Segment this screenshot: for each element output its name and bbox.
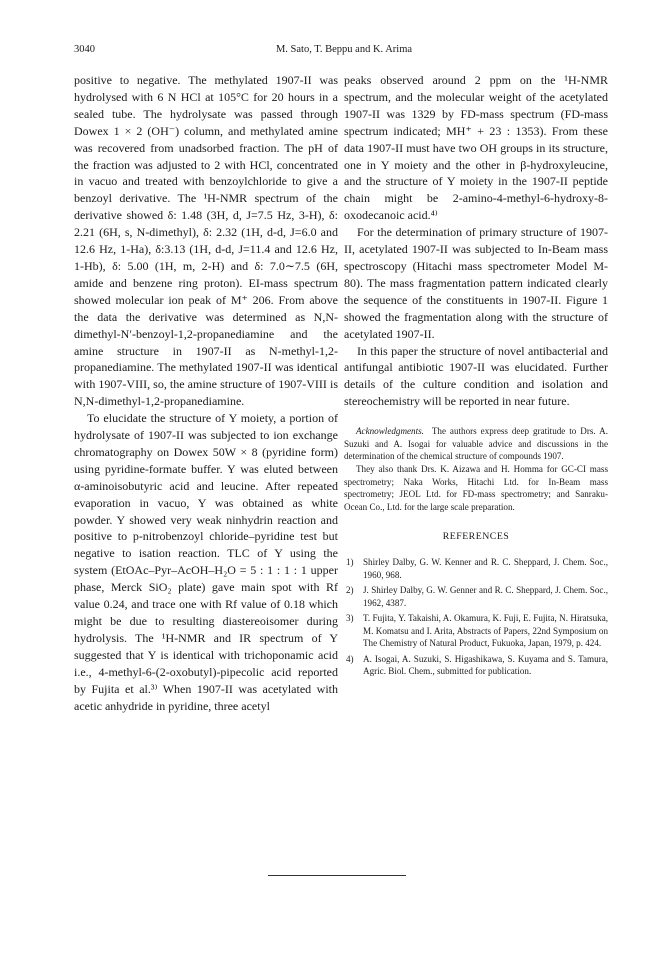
left-column	[74, 72, 338, 714]
reference-item	[344, 612, 608, 650]
page-header	[74, 44, 614, 60]
body-paragraph: peaks observed around 2 ppm on the ¹H-NMR spectrum, and the molecular weight of the acetylated 1907-II was 1329 by FD-mass spectrum (FD-mass spectrum indicated; MH⁺ + 23 : 1353). From these data 1907-II must have two OH groups in its structure, one in Y moiety and the other in β-hydroxyleucine, and the structure of Y moiety in the 1907-II peptide chain might be 2-amino-4-methyl-6-hydroxy-8-oxodecanoic acid.⁴⁾	[344, 73, 608, 223]
page-number: 3040	[74, 44, 95, 55]
reference-item	[344, 584, 608, 609]
reference-item	[344, 556, 608, 581]
acknowledgments	[344, 425, 608, 513]
reference-number: 2)	[346, 585, 354, 596]
acknowledgments-text: The authors express deep gratitude to Drs. A. Suzuki and A. Isogai for valuable advice and discussions in the determination of the chemical structure of compounds 1907.	[344, 426, 608, 462]
body-paragraph: positive to negative. The methylated 1907-II was hydrolysed with 6 N HCl at 105°C for 20 hours in a sealed tube. The hydrolysate was passed through Dowex 1 × 2 (OH⁻) column, and methylated amine was recovered from unadsorbed fraction. The pH of the fraction was adjusted to 2 with HCl, concentrated in vacuo and treated with benzoylchloride to give a benzoyl derivative. The ¹H-NMR spectrum of the derivative showed δ: 1.48 (3H, d, J=7.5 Hz, 3-H), δ: 2.21 (6H, s, N-dimethyl), δ: 2.32 (1H, d-d, J=6.0 and 12.6 Hz, 1-Ha), δ:3.13 (1H, d-d, J=11.4 and 12.6 Hz, 1-Hb), δ: 5.00 (1H, m, 2-H) and δ: 7.0∼7.5 (6H, amide and benzene ring proton). EI-mass spectrum showed molecular ion peak of M⁺ 206. From above the data the derivative was determined as N,N-dimethyl-N′-benzoyl-1,2-propanediamine and the amine structure in 1907-II as N-methyl-1,2-propanediamine. The methylated 1907-II was identical with 1907-VIII, so, the amine structure of 1907-VIII is N,N-dimethyl-1,2-propanediamine.	[74, 73, 338, 409]
acknowledgments-label: Acknowledgments.	[356, 426, 424, 437]
reference-text: J. Shirley Dalby, G. W. Genner and R. C. Sheppard, J. Chem. Soc., 1962, 4387.	[363, 585, 608, 608]
body-paragraph: In this paper the structure of novel antibacterial and antifungal antibiotic 1907-II was elucidated. Further details of the culture condition and isolation and stereochemistry will be reported in near future.	[344, 343, 608, 409]
reference-number: 3)	[346, 613, 354, 624]
reference-text: T. Fujita, Y. Takaishi, A. Okamura, K. Fuji, E. Fujita, N. Hiratsuka, M. Komatsu and I. Arita, Abstracts of Papers, 22nd Symposium on The Chemistry of Natural Product, Fukuoka, Japan, 1979, p. 424.	[363, 613, 608, 649]
reference-text: Shirley Dalby, G. W. Kenner and R. C. Sheppard, J. Chem. Soc., 1960, 968.	[363, 557, 608, 580]
end-rule	[268, 875, 406, 876]
reference-item	[344, 653, 608, 678]
right-column	[344, 72, 608, 681]
reference-number: 4)	[346, 653, 354, 664]
reference-list	[344, 556, 608, 678]
running-head: M. Sato, T. Beppu and K. Arima	[275, 44, 413, 55]
body-paragraph: To elucidate the structure of Y moiety, a portion of hydrolysate of 1907-II was subjected to ion exchange chromatography on Dowex 50W × 8 (pyridine form) using pyridine-formate buffer. Y was eluted between α-aminoisobutyric acid and leucine. After repeated evaporation in vacuo, Y was obtained as white powder. Y showed very weak ninhydrin reaction and positive to p-nitrobenzoyl chloride–pyridine test but negative to isation reaction. TLC of Y using the system (EtOAc–Pyr–AcOH–H₂O = 5 : 1 : 1 : 1 upper phase, Merck SiO₂ plate) gave main spot with Rf value 0.24, and trace one with Rf value of 0.18 which might be due to resulting diastereoisomer during hydrolysis. The ¹H-NMR and IR spectrum of Y suggested that Y is identical with trichoponamic acid i.e., 4-methyl-6-(2-oxobutyl)-pipecolic acid reported by Fujita et al.³⁾ When 1907-II was acetylated with acetic anhydride in pyridine, three acetyl	[74, 411, 338, 713]
acknowledgments-text-2: They also thank Drs. K. Aizawa and H. Homma for GC-CI mass spectrometry; Naka Works, Hitachi Ltd. for In-Beam mass spectrometry; JEOL Ltd. for FD-mass spectrometry; and Sanraku-Ocean Co., Ltd. for the large scale preparation.	[344, 463, 608, 512]
reference-text: A. Isogai, A. Suzuki, S. Higashikawa, S. Kuyama and S. Tamura, Agric. Biol. Chem., submitted for publication.	[363, 653, 608, 677]
body-paragraph: For the determination of primary structure of 1907-II, acetylated 1907-II was subjected to In-Beam mass spectroscopy (Hitachi mass spectrometer Model M-80). The mass fragmentation pattern indicated clearly the sequence of the constituents in 1907-II. Figure 1 showed the fragmentation along with the structure of acetylated 1907-II.	[344, 225, 608, 341]
reference-number: 1)	[346, 557, 354, 568]
right-body	[344, 72, 608, 410]
references-title: REFERENCES	[442, 531, 510, 543]
